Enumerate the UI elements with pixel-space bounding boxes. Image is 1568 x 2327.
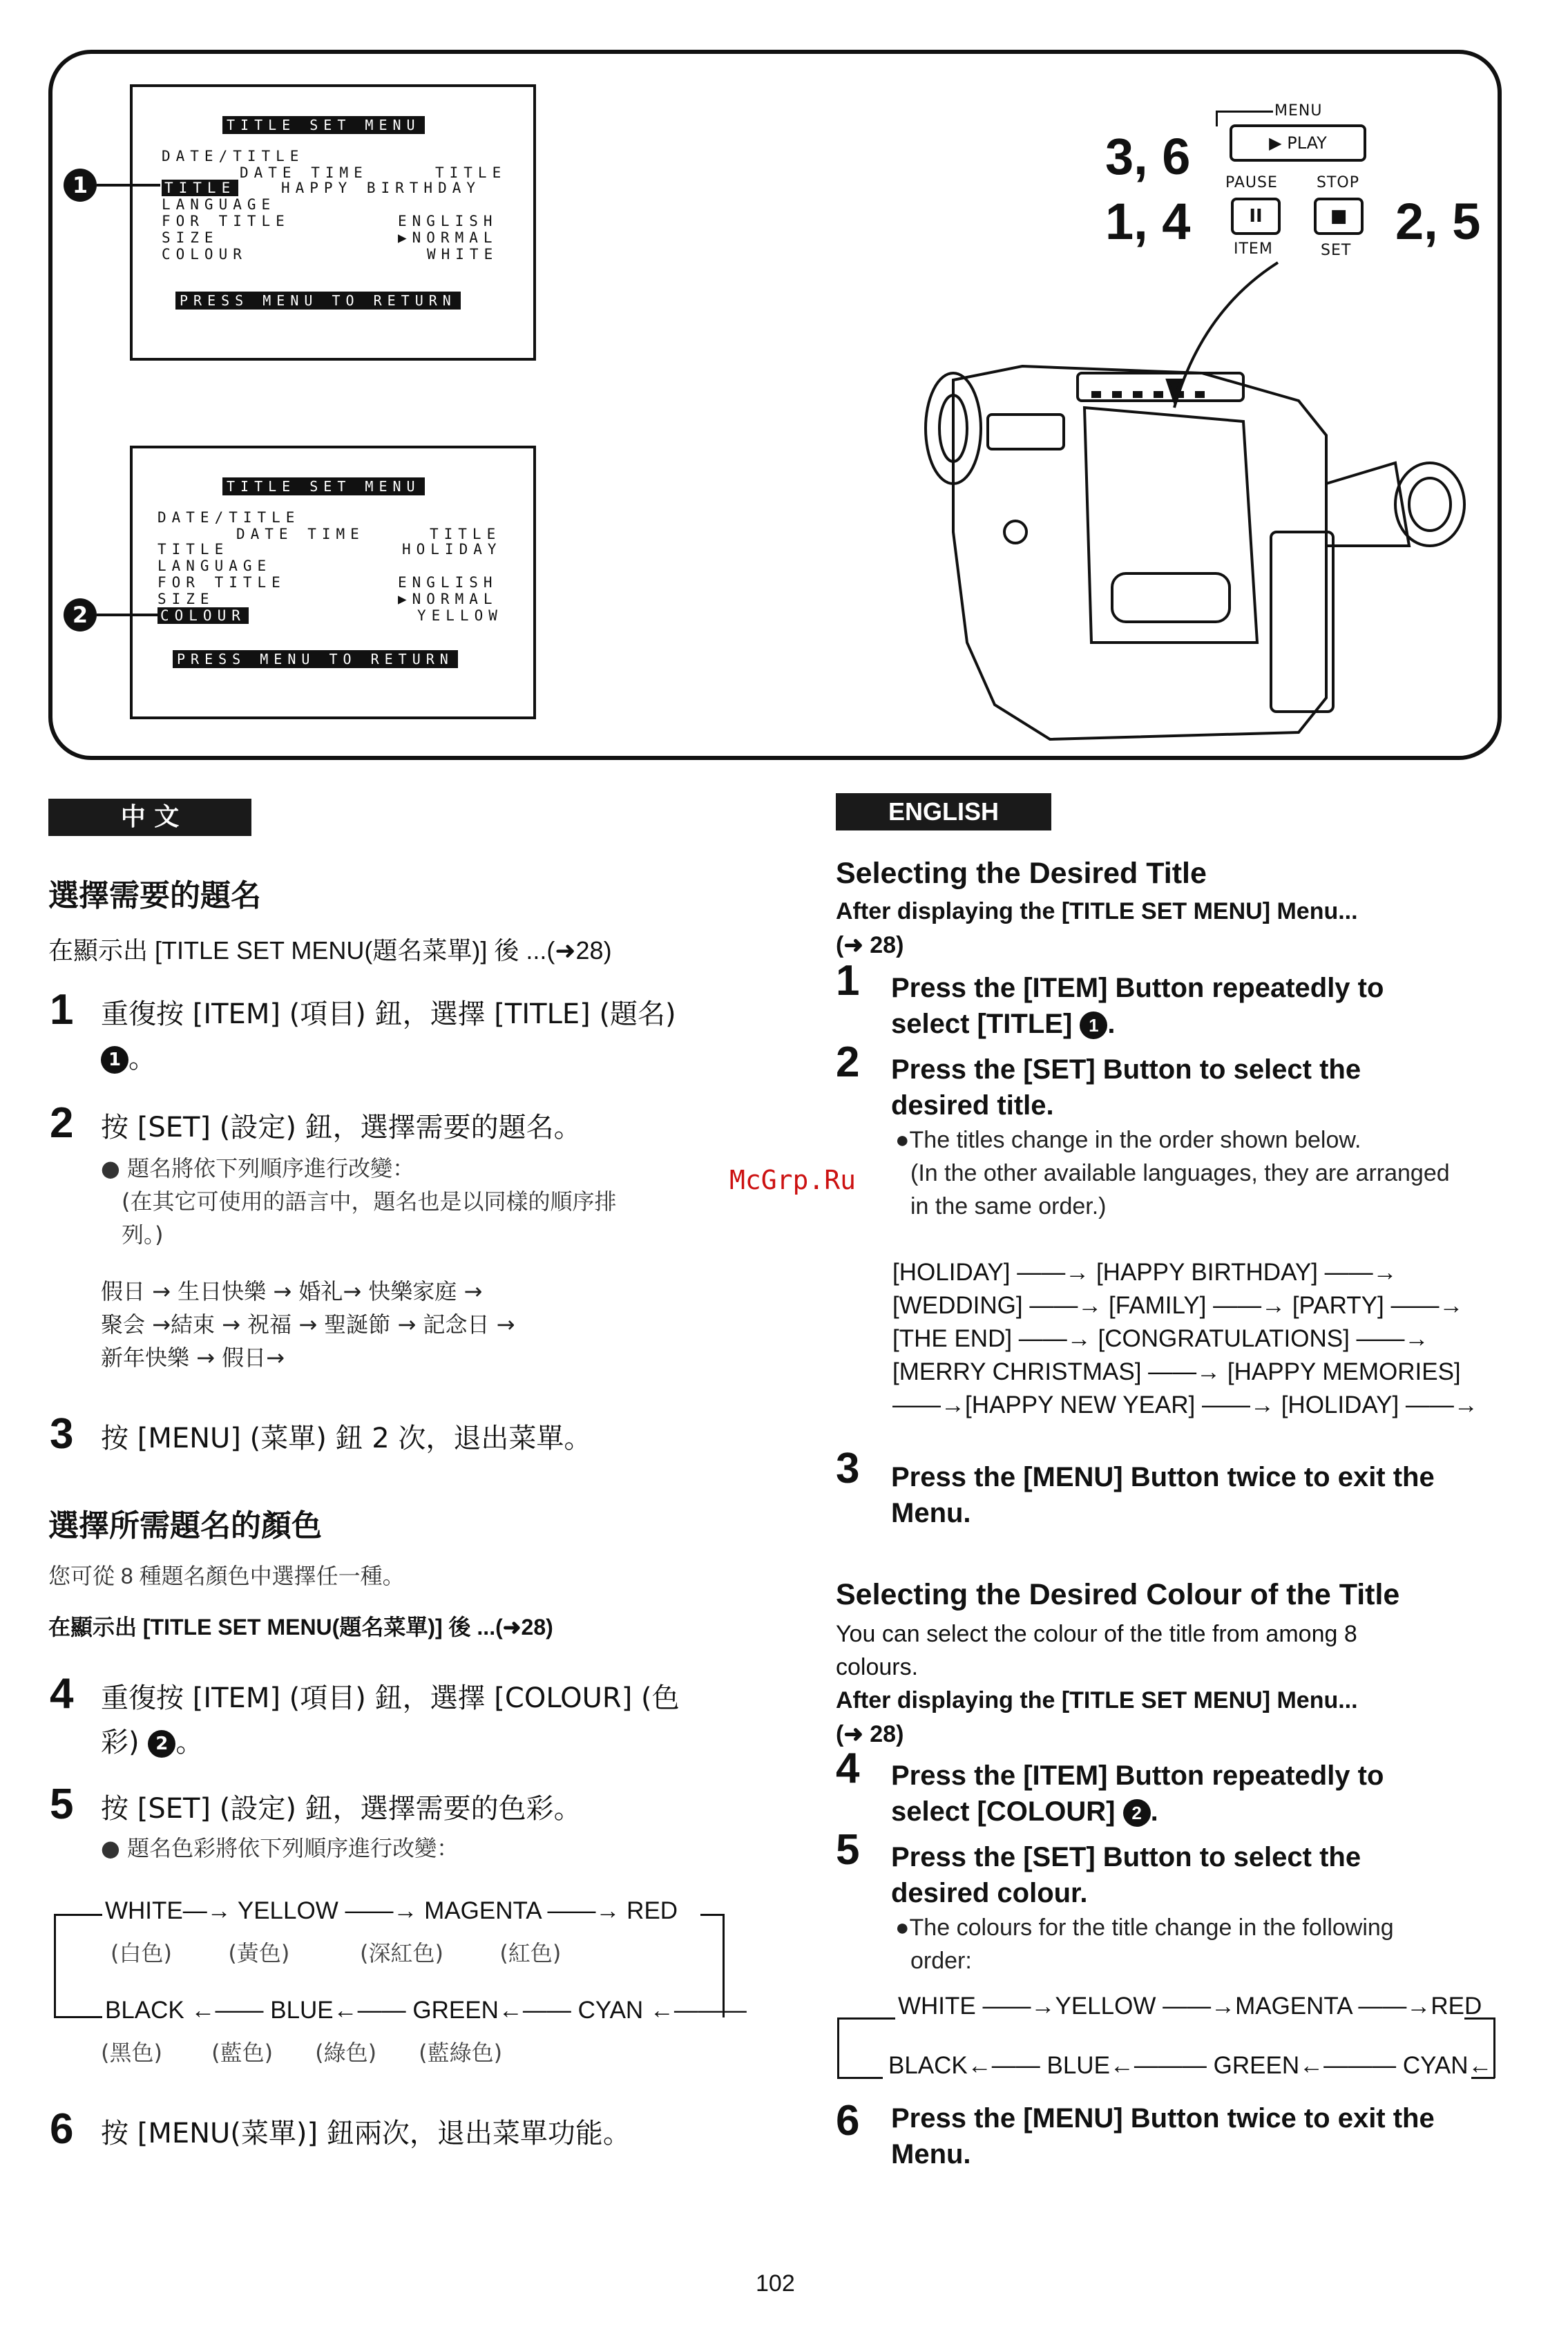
osd-date-title: DATE/TITLE — [162, 148, 305, 164]
en-step-2-text-b: desired title. — [891, 1090, 1054, 1121]
watermark: McGrp.Ru — [729, 1165, 857, 1195]
cn-colours-top-row: WHITE—→ YELLOW ——→ MAGENTA ——→ RED — [105, 1897, 678, 1924]
cn-step-3-number: 3 — [50, 1410, 74, 1458]
cn-colours-top-cn: (白色) (黃色) (深紅色) (紅色) — [111, 1940, 562, 1966]
page-number: 102 — [756, 2270, 795, 2297]
en-step-4-text-a: Press the [ITEM] Button repeatedly to — [891, 1760, 1384, 1791]
cn-step-2-note-2: (在其它可使用的語言中，題名也是以同樣的順序排 — [122, 1188, 617, 1215]
osd-date-title: DATE/TITLE — [157, 509, 300, 526]
cn-intro-1: 在顯示出 [TITLE SET MENU(題名菜單)] 後 ...(➜28) — [48, 936, 612, 965]
osd-size-value: ▶NORMAL — [398, 229, 498, 246]
cn-step-4-tail: 。 — [175, 1727, 204, 1758]
en-step-4-text-b: select [COLOUR] — [891, 1796, 1116, 1827]
cn-callout-2-icon: 2 — [148, 1730, 175, 1758]
en-colours-bottom-row: BLACK←—— BLUE←——— GREEN←——— CYAN← — [888, 2052, 1493, 2079]
en-step-6 — [891, 2100, 1435, 2172]
cn-cycle-top-line — [54, 1914, 102, 1916]
camcorder-illustration — [912, 256, 1499, 753]
en-title-sequence-2: [WEDDING] ——→ [FAMILY] ——→ [PARTY] ——→ — [892, 1292, 1464, 1319]
cn-step-2-note-1: ● 題名將依下列順序進行改變： — [101, 1155, 415, 1181]
cn-title-sequence-1: 假日 → 生日快樂 → 婚礼→ 快樂家庭 → — [101, 1278, 483, 1304]
cn-step-4-text-b: 彩) — [101, 1727, 140, 1758]
cn-step-4-number: 4 — [50, 1670, 74, 1718]
cn-step-2-note-3: 列。) — [122, 1222, 164, 1248]
osd-language-label: LANGUAGE — [162, 196, 276, 213]
pause-button[interactable] — [1231, 198, 1281, 235]
osd-colour-value: WHITE — [427, 246, 499, 263]
en-step-3-number: 3 — [836, 1445, 860, 1492]
cn-cycle-bottom-line — [54, 2016, 102, 2018]
en-step-6-text-a: Press the [MENU] Button twice to exit the — [891, 2103, 1435, 2134]
cn-colours-bottom-row: BLACK ←—— BLUE←—— GREEN←—— CYAN ←——— — [105, 1997, 747, 2024]
osd-title-label: TITLE — [157, 541, 229, 558]
item-button-label: ITEM — [1234, 240, 1273, 258]
osd-title-label: TITLE — [162, 180, 238, 196]
en-step-2-number: 2 — [836, 1038, 860, 1086]
en-step-2-text-a: Press the [SET] Button to select the — [891, 1054, 1361, 1085]
en-colours-top-row: WHITE ——→YELLOW ——→MAGENTA ——→RED — [898, 1993, 1482, 2020]
pause-button-label: PAUSE — [1225, 174, 1278, 191]
cn-step-1 — [101, 992, 729, 1081]
osd-title-value: HAPPY BIRTHDAY — [281, 180, 481, 196]
en-heading-select-colour: Selecting the Desired Colour of the Title — [836, 1578, 1400, 1611]
stop-icon: ■ — [1330, 206, 1348, 227]
en-intro-2a: You can select the colour of the title from among 8 — [836, 1621, 1357, 1647]
en-callout-1-icon: 1 — [1080, 1011, 1107, 1039]
cn-step-4 — [101, 1676, 729, 1765]
en-step-5-text-b: desired colour. — [891, 1878, 1088, 1908]
en-step-2 — [891, 1052, 1361, 1123]
english-section-label — [836, 793, 1051, 830]
en-title-sequence-3: [THE END] ——→ [CONGRATULATIONS] ——→ — [892, 1325, 1429, 1352]
en-title-sequence-4: [MERRY CHRISTMAS] ——→ [HAPPY MEMORIES] — [892, 1358, 1461, 1385]
osd-colour-label: COLOUR — [157, 607, 249, 624]
osd-for-title-label: FOR TITLE — [157, 574, 286, 591]
steps-stop-label: 2, 5 — [1395, 193, 1481, 250]
en-step-3-text-a: Press the [MENU] Button twice to exit the — [891, 1462, 1435, 1492]
cn-step-5-number: 5 — [50, 1780, 74, 1828]
en-step-3-text-b: Menu. — [891, 1498, 971, 1528]
en-cycle-bottom-line — [837, 2077, 883, 2079]
cn-step-1-tail: 。 — [128, 1043, 156, 1074]
play-button-label: ▶ PLAY — [1269, 133, 1327, 153]
cn-step-4-text-a: 重復按 [ITEM] (項目) 鈕，選擇 [COLOUR] (色 — [101, 1682, 680, 1714]
chinese-section-label — [48, 799, 251, 836]
osd-date-time-options: DATE TIME — [236, 526, 365, 542]
cn-cycle-right-top-line — [700, 1914, 724, 1916]
osd-title-value: HOLIDAY — [402, 541, 502, 558]
en-cycle-top-line — [837, 2017, 895, 2020]
osd-language-value: ENGLISH — [398, 213, 498, 229]
cn-step-2-number: 2 — [50, 1099, 74, 1147]
chinese-section-text: 中 文 — [120, 803, 180, 831]
callout-1: 1 — [64, 169, 97, 202]
set-button-label: SET — [1321, 242, 1352, 259]
steps-play-label: 3, 6 — [1105, 128, 1191, 185]
en-step-4: Press the [ITEM] Button repeatedly to select [COLOUR] 2 . — [891, 1760, 1384, 1827]
stop-button-label: STOP — [1317, 174, 1359, 191]
en-intro-2b: colours. — [836, 1654, 919, 1680]
en-step-1-text-a: Press the [ITEM] Button repeatedly to — [891, 973, 1384, 1003]
cn-step-1-text: 重復按 [ITEM] (項目) 鈕，選擇 [TITLE] (題名) — [101, 998, 676, 1030]
pause-icon: II — [1249, 206, 1263, 227]
menu-bracket — [1216, 111, 1273, 126]
en-callout-2-icon: 2 — [1123, 1799, 1151, 1827]
en-step-2-note-3: in the same order.) — [910, 1193, 1107, 1219]
cn-title-sequence-2: 聚会 →結束 → 祝福 → 聖誕節 → 記念日 → — [101, 1311, 515, 1338]
cn-step-2: 按 [SET] (設定) 鈕，選擇需要的題名。 — [101, 1112, 582, 1143]
en-step-6-text-b: Menu. — [891, 2139, 971, 2169]
callout-1-leader — [97, 184, 160, 187]
en-step-5-number: 5 — [836, 1826, 860, 1874]
en-cycle-right-line — [1493, 2017, 1495, 2078]
osd-size-value: ▶NORMAL — [398, 591, 498, 607]
en-step-3 — [891, 1459, 1435, 1531]
en-intro-2c: After displaying the [TITLE SET MENU] Menu... — [836, 1687, 1358, 1713]
en-step-6-number: 6 — [836, 2097, 860, 2145]
cn-step-6-number: 6 — [50, 2105, 74, 2153]
cn-colours-bottom-cn: (黑色) (藍色) (綠色) (藍綠色) — [101, 2040, 503, 2066]
cn-step-5: 按 [SET] (設定) 鈕，選擇需要的色彩。 — [101, 1793, 582, 1825]
osd-title-option: TITLE — [435, 164, 507, 181]
osd-language-label: LANGUAGE — [157, 558, 272, 574]
osd-footer: PRESS MENU TO RETURN — [175, 292, 461, 310]
osd-header: TITLE SET MENU — [222, 116, 425, 134]
cn-title-sequence-3: 新年快樂 → 假日→ — [101, 1345, 285, 1371]
en-step-5-text-a: Press the [SET] Button to select the — [891, 1842, 1361, 1872]
cn-intro-2a: 您可從 8 種題名顏色中選擇任一種。 — [48, 1564, 405, 1588]
en-intro-1-ref: (➜ 28) — [836, 932, 904, 958]
en-step-1: Press the [ITEM] Button repeatedly to select [TITLE] 1 . — [891, 973, 1384, 1039]
en-heading-select-title: Selecting the Desired Title — [836, 857, 1207, 890]
callout-2: 2 — [64, 598, 97, 631]
callout-2-leader — [97, 614, 160, 616]
osd-date-time-options: DATE TIME — [240, 164, 368, 181]
cn-heading-select-colour: 選擇所需題名的顏色 — [48, 1509, 322, 1543]
cn-intro-2b: 在顯示出 [TITLE SET MENU(題名菜單)] 後 ...(➜28) — [48, 1615, 553, 1640]
en-step-1-text-b: select [TITLE] — [891, 1009, 1073, 1039]
en-intro-1: After displaying the [TITLE SET MENU] Menu... — [836, 898, 1358, 924]
cn-heading-select-title: 選擇需要的題名 — [48, 879, 261, 913]
en-step-5 — [891, 1839, 1361, 1911]
osd-size-label: SIZE — [162, 229, 219, 246]
en-cycle-left-line — [837, 2017, 839, 2078]
en-step-5-note-2: order: — [910, 1948, 972, 1974]
en-step-2-note-2: (In the other available languages, they are arranged — [910, 1160, 1450, 1186]
osd-header: TITLE SET MENU — [222, 477, 425, 495]
stop-button[interactable] — [1314, 198, 1364, 235]
steps-pause-label: 1, 4 — [1105, 193, 1191, 250]
en-title-sequence-5: ——→[HAPPY NEW YEAR] ——→ [HOLIDAY] ——→ — [892, 1392, 1478, 1418]
osd-for-title-label: FOR TITLE — [162, 213, 290, 229]
osd-size-label: SIZE — [157, 591, 215, 607]
english-section-text: ENGLISH — [888, 797, 999, 826]
osd-colour-value: YELLOW — [417, 607, 503, 624]
osd-menu-1 — [130, 84, 536, 361]
en-step-2-note-1: ●The titles change in the order shown below. — [895, 1127, 1361, 1153]
en-step-1-number: 1 — [836, 957, 860, 1005]
osd-menu-2 — [130, 446, 536, 719]
cn-cycle-left-line — [54, 1914, 56, 2017]
en-step-5-note-1: ●The colours for the title change in the following — [895, 1915, 1394, 1941]
cn-step-6: 按 [MENU(菜單)] 鈕兩次，退出菜單功能。 — [101, 2118, 631, 2149]
menu-button-label: MENU — [1274, 102, 1323, 120]
cn-step-5-note: ● 題名色彩將依下列順序進行改變： — [101, 1835, 459, 1861]
osd-colour-label: COLOUR — [162, 246, 247, 263]
en-title-sequence-1: [HOLIDAY] ——→ [HAPPY BIRTHDAY] ——→ — [892, 1259, 1397, 1286]
osd-title-option: TITLE — [430, 526, 501, 542]
cn-callout-1-icon: 1 — [101, 1046, 128, 1074]
osd-footer: PRESS MENU TO RETURN — [173, 650, 458, 668]
en-intro-2-ref: (➜ 28) — [836, 1721, 904, 1747]
cn-step-1-number: 1 — [50, 986, 74, 1034]
play-button[interactable] — [1230, 124, 1366, 162]
cn-step-3: 按 [MENU] (菜單) 鈕 2 次，退出菜單。 — [101, 1423, 592, 1454]
en-step-4-number: 4 — [836, 1745, 860, 1792]
osd-language-value: ENGLISH — [398, 574, 498, 591]
